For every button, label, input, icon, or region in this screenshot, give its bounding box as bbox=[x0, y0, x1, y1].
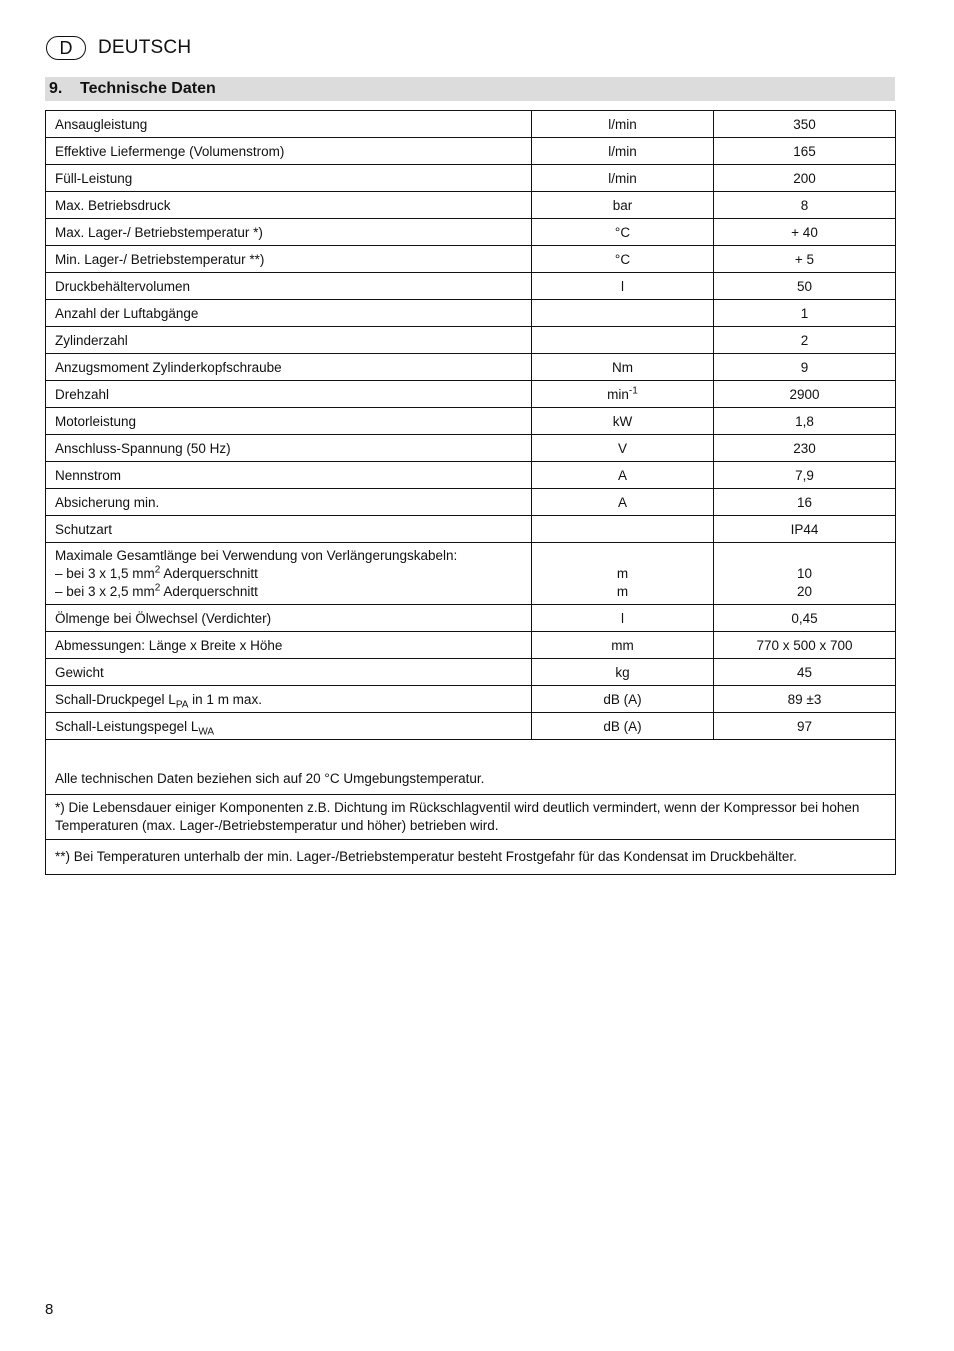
row-unit: °C bbox=[532, 219, 714, 246]
row-label: Schall-Druckpegel $L_{PA}$ in 1 m max. bbox=[46, 686, 532, 713]
language-badge: D bbox=[46, 36, 86, 60]
row-unit: l bbox=[532, 273, 714, 300]
row-unit: l/min bbox=[532, 138, 714, 165]
row-label: Anzugsmoment Zylinderkopfschraube bbox=[46, 354, 532, 381]
row-value: IP44 bbox=[714, 516, 896, 543]
note-row bbox=[46, 795, 896, 840]
row-unit: °C bbox=[532, 246, 714, 273]
row-unit: V bbox=[532, 435, 714, 462]
table-row bbox=[46, 246, 896, 273]
row-value: 7,9 bbox=[714, 462, 896, 489]
section-title: Technische Daten bbox=[80, 80, 216, 97]
table-row bbox=[46, 713, 896, 740]
row-label: Motorleistung bbox=[46, 408, 532, 435]
cable-unit-1: m bbox=[616, 565, 629, 581]
row-unit: mm bbox=[532, 632, 714, 659]
row-label: Ansaugleistung bbox=[46, 111, 532, 138]
row-label: Max. Lager-/ Betriebstemperatur *) bbox=[46, 219, 532, 246]
cable-value-1: 10 bbox=[796, 565, 813, 581]
table-row bbox=[46, 605, 896, 632]
row-value: + 40 bbox=[714, 219, 896, 246]
row-unit: A bbox=[532, 462, 714, 489]
row-value: 1 bbox=[714, 300, 896, 327]
table-row bbox=[46, 165, 896, 192]
row-unit: dB (A) bbox=[532, 686, 714, 713]
row-value: 0,45 bbox=[714, 605, 896, 632]
row-label: Zylinderzahl bbox=[46, 327, 532, 354]
row-value: 50 bbox=[714, 273, 896, 300]
row-label: Nennstrom bbox=[46, 462, 532, 489]
cable-length-heading: Maximale Gesamtlänge bei Verwendung von Verlängerungskabeln: bbox=[55, 547, 458, 563]
row-value: 2 bbox=[714, 327, 896, 354]
row-label: Abmessungen: Länge x Breite x Höhe bbox=[46, 632, 532, 659]
table-row bbox=[46, 686, 896, 713]
technical-data-table bbox=[45, 110, 896, 875]
row-value: 45 bbox=[714, 659, 896, 686]
row-value: 165 bbox=[714, 138, 896, 165]
row-value: + 5 bbox=[714, 246, 896, 273]
row-value: 9 bbox=[714, 354, 896, 381]
table-row bbox=[46, 381, 896, 408]
row-label: Max. Betriebsdruck bbox=[46, 192, 532, 219]
row-value: 230 bbox=[714, 435, 896, 462]
row-value bbox=[714, 543, 896, 605]
table-row bbox=[46, 219, 896, 246]
note-row bbox=[46, 740, 896, 795]
row-label: Schutzart bbox=[46, 516, 532, 543]
row-value: 89 ±3 bbox=[714, 686, 896, 713]
row-label: Drehzahl bbox=[46, 381, 532, 408]
table-row bbox=[46, 462, 896, 489]
table-row bbox=[46, 516, 896, 543]
row-unit: kW bbox=[532, 408, 714, 435]
row-label: Schall-Leistungspegel $L_{WA}$ bbox=[46, 713, 532, 740]
row-unit bbox=[532, 516, 714, 543]
table-row bbox=[46, 408, 896, 435]
row-value: 350 bbox=[714, 111, 896, 138]
cable-option-1: – bei 3 x 1,5 $mm^2$ Aderquerschnitt bbox=[55, 564, 258, 581]
row-unit bbox=[532, 381, 714, 408]
row-unit: kg bbox=[532, 659, 714, 686]
row-unit: A bbox=[532, 489, 714, 516]
row-unit: l/min bbox=[532, 111, 714, 138]
cable-option-2: – bei 3 x 2,5 $mm^2$ Aderquerschnitt bbox=[55, 582, 258, 599]
cable-value-2: 20 bbox=[796, 583, 813, 599]
table-row bbox=[46, 327, 896, 354]
unit-superscript: -1 bbox=[628, 385, 638, 396]
row-value: 1,8 bbox=[714, 408, 896, 435]
note-reference-temperature: Alle technischen Daten beziehen sich auf 20 °C Umgebungstemperatur. bbox=[46, 740, 896, 795]
row-value: 200 bbox=[714, 165, 896, 192]
table-row bbox=[46, 659, 896, 686]
row-unit: dB (A) bbox=[532, 713, 714, 740]
cable-unit-2: m bbox=[616, 583, 629, 599]
table-row bbox=[46, 435, 896, 462]
row-value: 16 bbox=[714, 489, 896, 516]
row-value: 2900 bbox=[714, 381, 896, 408]
section-number: 9. bbox=[49, 80, 63, 97]
table-row bbox=[46, 300, 896, 327]
row-value: 8 bbox=[714, 192, 896, 219]
section-heading bbox=[45, 77, 895, 101]
note-row bbox=[46, 840, 896, 875]
row-label: Druckbehältervolumen bbox=[46, 273, 532, 300]
table-row bbox=[46, 111, 896, 138]
row-value: 97 bbox=[714, 713, 896, 740]
row-label: Füll-Leistung bbox=[46, 165, 532, 192]
row-label: Gewicht bbox=[46, 659, 532, 686]
note-min-temperature: **) Bei Temperaturen unterhalb der min. Lager-/Betriebstemperatur besteht Frostgefahr für das Kondensat im Druckbehälter. bbox=[46, 840, 896, 875]
row-unit: bar bbox=[532, 192, 714, 219]
unit-base: min bbox=[607, 386, 629, 402]
row-value: 770 x 500 x 700 bbox=[714, 632, 896, 659]
table-row bbox=[46, 273, 896, 300]
row-label bbox=[46, 543, 532, 605]
row-label: Anschluss-Spannung (50 Hz) bbox=[46, 435, 532, 462]
language-indicator bbox=[46, 35, 191, 61]
row-unit: Nm bbox=[532, 354, 714, 381]
page-number: 8 bbox=[45, 1301, 54, 1318]
row-unit bbox=[532, 300, 714, 327]
language-label: DEUTSCH bbox=[98, 37, 192, 58]
table-row bbox=[46, 489, 896, 516]
row-unit bbox=[532, 543, 714, 605]
row-label: Anzahl der Luftabgänge bbox=[46, 300, 532, 327]
table-row-cable-length bbox=[46, 543, 896, 605]
row-label: Absicherung min. bbox=[46, 489, 532, 516]
row-unit: l/min bbox=[532, 165, 714, 192]
table-row bbox=[46, 632, 896, 659]
table-row bbox=[46, 138, 896, 165]
row-label: Ölmenge bei Ölwechsel (Verdichter) bbox=[46, 605, 532, 632]
row-unit bbox=[532, 327, 714, 354]
row-unit: l bbox=[532, 605, 714, 632]
table-row bbox=[46, 192, 896, 219]
note-max-temperature: *) Die Lebensdauer einiger Komponenten z.B. Dichtung im Rückschlagventil wird deutlich vermindert, wenn der Kompressor bei hohen Temperaturen (max. Lager-/Betriebstemperatur und höher) betrieben wird. bbox=[46, 795, 896, 840]
table-row bbox=[46, 354, 896, 381]
row-label: Min. Lager-/ Betriebstemperatur **) bbox=[46, 246, 532, 273]
row-label: Effektive Liefermenge (Volumenstrom) bbox=[46, 138, 532, 165]
